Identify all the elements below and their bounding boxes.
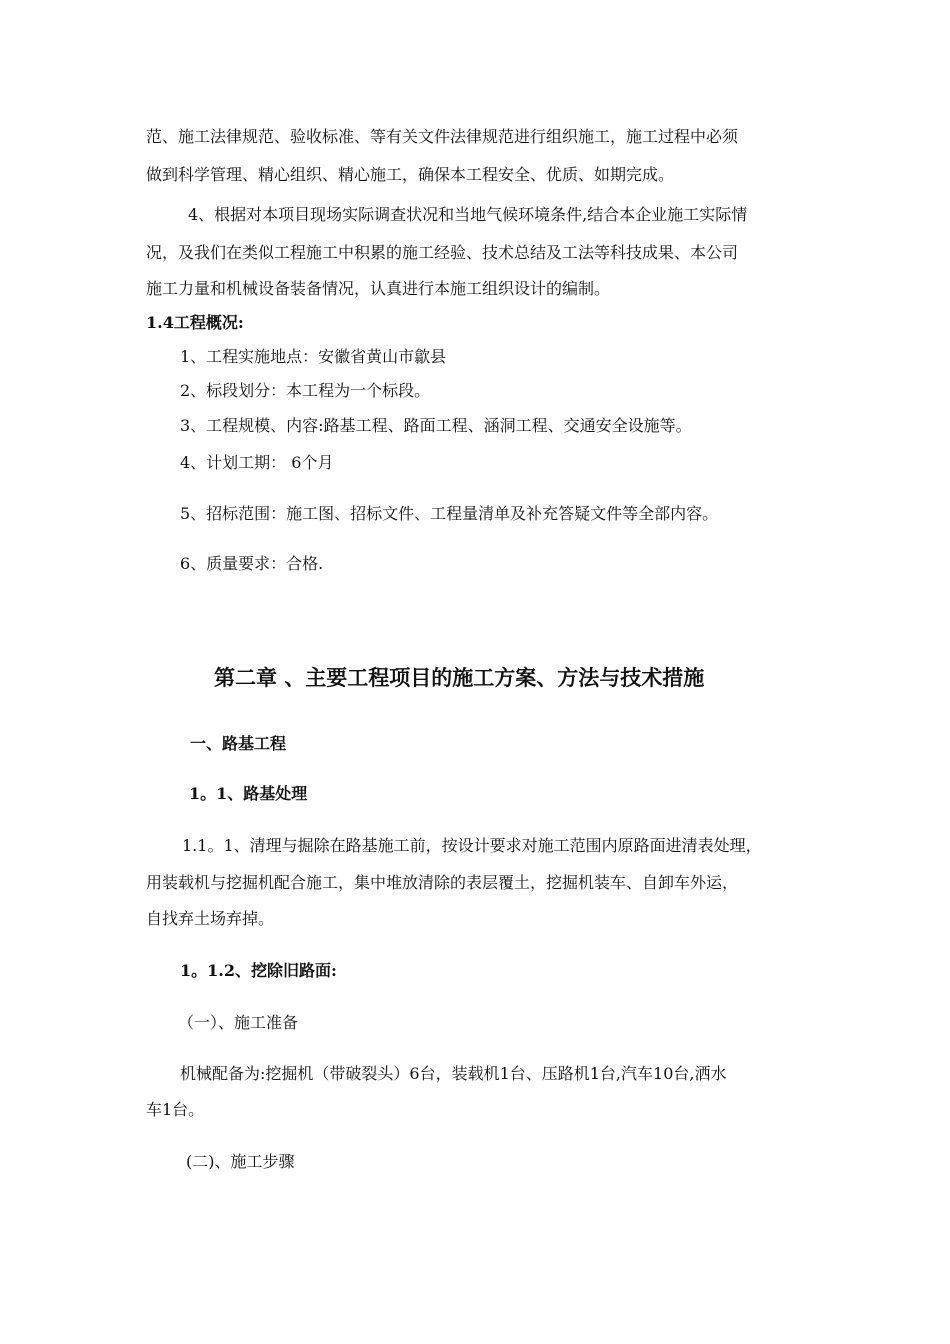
paragraph-line: 1.1。1、清理与掘除在路基施工前，按设计要求对施工范围内原路面进清表处理， bbox=[182, 836, 762, 855]
list-item: 6、质量要求：合格. bbox=[180, 554, 324, 573]
chapter-title: 第二章 、主要工程项目的施工方案、方法与技术措施 bbox=[214, 665, 705, 690]
list-item: 4、计划工期： 6个月 bbox=[180, 453, 334, 472]
paragraph-line: 范、施工法律规范、验收标准、等有关文件法律规范进行组织施工，施工过程中必须 bbox=[146, 127, 739, 146]
step-heading: (二)、施工步骤 bbox=[186, 1152, 295, 1171]
list-item: 3、工程规模、内容:路基工程、路面工程、涵洞工程、交通安全设施等。 bbox=[180, 416, 692, 435]
paragraph-line: 施工力量和机械设备装备情况，认真进行本施工组织设计的编制。 bbox=[146, 279, 611, 298]
paragraph-line: 况，及我们在类似工程施工中积累的施工经验、技术总结及工法等科技成果、本公司 bbox=[146, 243, 739, 262]
paragraph-line: 自找弃土场弃掉。 bbox=[146, 909, 275, 928]
section-heading: 一、路基工程 bbox=[190, 734, 287, 753]
list-item: 1、工程实施地点：安徽省黄山市歙县 bbox=[180, 347, 447, 366]
paragraph-line: 4、根据对本项目现场实际调查状况和当地气候环境条件,结合本企业施工实际情 bbox=[188, 205, 748, 224]
paragraph-line: 用装载机与挖掘机配合施工，集中堆放清除的表层覆土，挖掘机装车、自卸车外运， bbox=[146, 873, 739, 892]
paragraph-line: 车1台。 bbox=[146, 1100, 205, 1119]
list-item: 5、招标范围：施工图、招标文件、工程量清单及补充答疑文件等全部内容。 bbox=[180, 504, 719, 523]
section-heading: 1.4工程概况: bbox=[146, 313, 244, 332]
subsection-heading: 1。1.2、挖除旧路面: bbox=[180, 961, 337, 980]
step-heading: （一）、施工准备 bbox=[178, 1013, 299, 1032]
paragraph-line: 做到科学管理、精心组织、精心施工，确保本工程安全、优质、如期完成。 bbox=[146, 165, 675, 184]
list-item: 2、标段划分：本工程为一个标段。 bbox=[180, 381, 431, 400]
subsection-heading: 1。1、路基处理 bbox=[189, 784, 308, 803]
paragraph-line: 机械配备为:挖掘机（带破裂头）6台，装载机1台、压路机1台,汽车10台,洒水 bbox=[180, 1064, 727, 1083]
